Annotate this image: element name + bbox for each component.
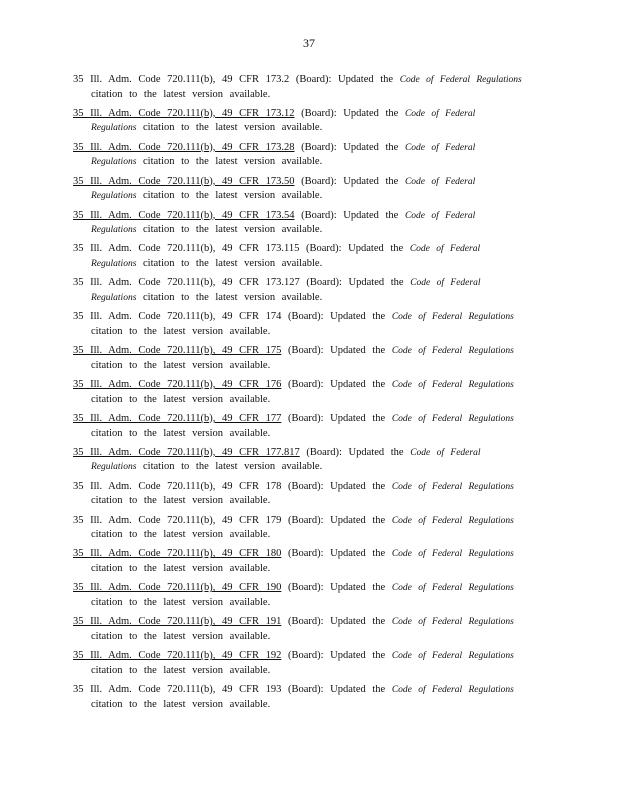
publication-title: Code of Federal Regulations [391, 651, 514, 662]
board-action-text: (Board): Updated the [287, 616, 386, 628]
board-action-text: (Board): Updated the [287, 650, 386, 662]
publication-title: Code of Federal Regulations [391, 413, 514, 424]
list-item [73, 480, 543, 514]
citation-status-text: citation to the latest version available. [91, 495, 271, 507]
entry-line-1 [73, 547, 543, 562]
citation: 35 Ill. Adm. Code 720.111(b), 49 CFR 173.54 [73, 209, 295, 221]
list-item [73, 344, 543, 378]
publication-title-continued: Regulations [91, 157, 137, 168]
entry-line-2 [73, 494, 543, 508]
list-item [73, 412, 543, 446]
citation-status-text: citation to the latest version available. [91, 427, 271, 439]
entry-line-2 [73, 223, 543, 238]
entry-line-2 [73, 88, 543, 102]
page-number: 37 [303, 36, 315, 50]
citation-status-text: citation to the latest version available. [143, 461, 323, 473]
entry-line-1 [73, 480, 543, 495]
publication-title: Code of Federal [409, 244, 481, 255]
entry-line-1 [73, 209, 543, 224]
entry-line-1 [73, 446, 543, 461]
list-item [73, 175, 543, 209]
entry-line-1 [73, 73, 543, 88]
list-item [73, 514, 543, 548]
entry-line-1 [73, 615, 543, 630]
board-action-text: (Board): Updated the [301, 141, 399, 153]
citation-status-text: citation to the latest version available. [143, 258, 323, 270]
list-item [73, 107, 543, 141]
publication-title: Code of Federal Regulations [399, 75, 522, 85]
citation: 35 Ill. Adm. Code 720.111(b), 49 CFR 180 [73, 548, 282, 560]
publication-title-continued: Regulations [91, 292, 137, 303]
board-action-text: (Board): Updated the [287, 379, 386, 391]
entry-line-1 [73, 310, 543, 325]
citation-status-text: citation to the latest version available. [91, 664, 271, 676]
citation: 35 Ill. Adm. Code 720.111(b), 49 CFR 173.28 [73, 141, 295, 153]
publication-title: Code of Federal Regulations [391, 515, 514, 526]
citation: 35 Ill. Adm. Code 720.111(b), 49 CFR 173.50 [73, 175, 295, 187]
publication-title: Code of Federal Regulations [391, 685, 514, 696]
citation: 35 Ill. Adm. Code 720.111(b), 49 CFR 173.2 [73, 74, 290, 85]
entry-line-1 [73, 649, 543, 664]
board-action-text: (Board): Updated the [287, 412, 386, 424]
entry-line-2 [73, 257, 543, 272]
publication-title-continued: Regulations [91, 225, 137, 236]
entry-line-2 [73, 155, 543, 170]
publication-title: Code of Federal Regulations [391, 481, 514, 492]
citation: 35 Ill. Adm. Code 720.111(b), 49 CFR 173.127 [73, 277, 300, 289]
citation-status-text: citation to the latest version available. [91, 596, 271, 608]
entry-line-1 [73, 141, 543, 156]
entry-line-1 [73, 344, 543, 359]
citation: 35 Ill. Adm. Code 720.111(b), 49 CFR 175 [73, 345, 282, 357]
list-item [73, 683, 543, 717]
board-action-text: (Board): Updated the [306, 446, 404, 458]
publication-title: Code of Federal Regulations [391, 380, 514, 391]
citation: 35 Ill. Adm. Code 720.111(b), 49 CFR 173.12 [73, 107, 295, 119]
entry-line-2 [73, 698, 543, 712]
publication-title: Code of Federal Regulations [391, 583, 514, 594]
citation: 35 Ill. Adm. Code 720.111(b), 49 CFR 174 [73, 311, 282, 323]
citation-status-text: citation to the latest version available. [143, 224, 323, 236]
list-item [73, 141, 543, 175]
board-action-text: (Board): Updated the [287, 311, 386, 323]
citation-status-text: citation to the latest version available. [91, 88, 271, 100]
publication-title: Code of Federal [410, 447, 481, 458]
publication-title: Code of Federal [410, 278, 481, 289]
entry-line-2 [73, 393, 543, 407]
citation-status-text: citation to the latest version available. [143, 122, 323, 134]
citation: 35 Ill. Adm. Code 720.111(b), 49 CFR 173.115 [73, 243, 300, 255]
citation-status-text: citation to the latest version available. [91, 563, 271, 575]
entry-line-1 [73, 581, 543, 596]
entry-line-2 [73, 291, 543, 306]
list-item [73, 378, 543, 412]
list-item [73, 547, 543, 581]
board-action-text: (Board): Updated the [287, 548, 386, 560]
entry-line-1 [73, 175, 543, 190]
citation: 35 Ill. Adm. Code 720.111(b), 49 CFR 179 [73, 514, 282, 526]
list-item [73, 310, 543, 344]
entry-line-1 [73, 412, 543, 427]
publication-title: Code of Federal Regulations [391, 617, 514, 628]
entry-line-1 [73, 276, 543, 291]
citation: 35 Ill. Adm. Code 720.111(b), 49 CFR 177.817 [73, 446, 300, 458]
citation-status-text: citation to the latest version available. [91, 529, 271, 541]
board-action-text: (Board): Updated the [287, 582, 386, 594]
entry-line-1 [73, 107, 543, 122]
entry-line-1 [73, 378, 543, 393]
publication-title: Code of Federal Regulations [391, 312, 514, 323]
list-item [73, 276, 543, 310]
list-item [73, 242, 543, 276]
entry-line-1 [73, 514, 543, 529]
entry-line-2 [73, 189, 543, 204]
citation-status-text: citation to the latest version available. [143, 190, 323, 202]
board-action-text: (Board): Updated the [287, 345, 386, 357]
citation: 35 Ill. Adm. Code 720.111(b), 49 CFR 192 [73, 650, 282, 662]
publication-title: Code of Federal [404, 142, 476, 153]
publication-title: Code of Federal [404, 108, 476, 119]
citation-status-text: citation to the latest version available. [91, 359, 271, 371]
entry-line-2 [73, 460, 543, 475]
board-action-text: (Board): Updated the [301, 107, 399, 119]
publication-title: Code of Federal Regulations [391, 549, 514, 560]
list-item [73, 615, 543, 649]
publication-title-continued: Regulations [91, 259, 137, 270]
publication-title: Code of Federal Regulations [391, 346, 514, 357]
entry-line-1 [73, 242, 543, 257]
publication-title: Code of Federal [404, 210, 476, 221]
entry-line-2 [73, 562, 543, 576]
list-item [73, 73, 543, 107]
publication-title-continued: Regulations [91, 462, 137, 473]
entry-line-2 [73, 664, 543, 678]
citation: 35 Ill. Adm. Code 720.111(b), 49 CFR 176 [73, 379, 282, 391]
board-action-text: (Board): Updated the [287, 480, 386, 492]
citation-status-text: citation to the latest version available. [91, 630, 271, 642]
board-action-text: (Board): Updated the [287, 514, 386, 526]
citation-status-text: citation to the latest version available. [143, 291, 323, 303]
list-item [73, 209, 543, 243]
entry-line-1 [73, 683, 543, 698]
board-action-text: (Board): Updated the [295, 74, 394, 85]
board-action-text: (Board): Updated the [305, 243, 404, 255]
citation: 35 Ill. Adm. Code 720.111(b), 49 CFR 178 [73, 480, 282, 492]
citation-status-text: citation to the latest version available. [91, 698, 271, 710]
board-action-text: (Board): Updated the [306, 277, 404, 289]
entry-list [73, 73, 543, 717]
entry-line-2 [73, 359, 543, 373]
entry-line-2 [73, 121, 543, 136]
citation: 35 Ill. Adm. Code 720.111(b), 49 CFR 177 [73, 412, 282, 424]
citation-status-text: citation to the latest version available. [143, 156, 323, 168]
entry-line-2 [73, 325, 543, 339]
citation: 35 Ill. Adm. Code 720.111(b), 49 CFR 191 [73, 616, 282, 628]
board-action-text: (Board): Updated the [301, 175, 399, 187]
board-action-text: (Board): Updated the [301, 209, 399, 221]
entry-line-2 [73, 528, 543, 542]
publication-title-continued: Regulations [91, 191, 137, 202]
board-action-text: (Board): Updated the [287, 684, 386, 696]
list-item [73, 581, 543, 615]
publication-title: Code of Federal [404, 176, 476, 187]
citation-status-text: citation to the latest version available. [91, 325, 271, 337]
citation-status-text: citation to the latest version available. [91, 393, 271, 405]
entry-line-2 [73, 596, 543, 610]
entry-line-2 [73, 630, 543, 644]
citation: 35 Ill. Adm. Code 720.111(b), 49 CFR 193 [73, 684, 282, 696]
citation: 35 Ill. Adm. Code 720.111(b), 49 CFR 190 [73, 582, 282, 594]
publication-title-continued: Regulations [91, 123, 137, 134]
list-item [73, 649, 543, 683]
entry-line-2 [73, 427, 543, 441]
list-item [73, 446, 543, 480]
